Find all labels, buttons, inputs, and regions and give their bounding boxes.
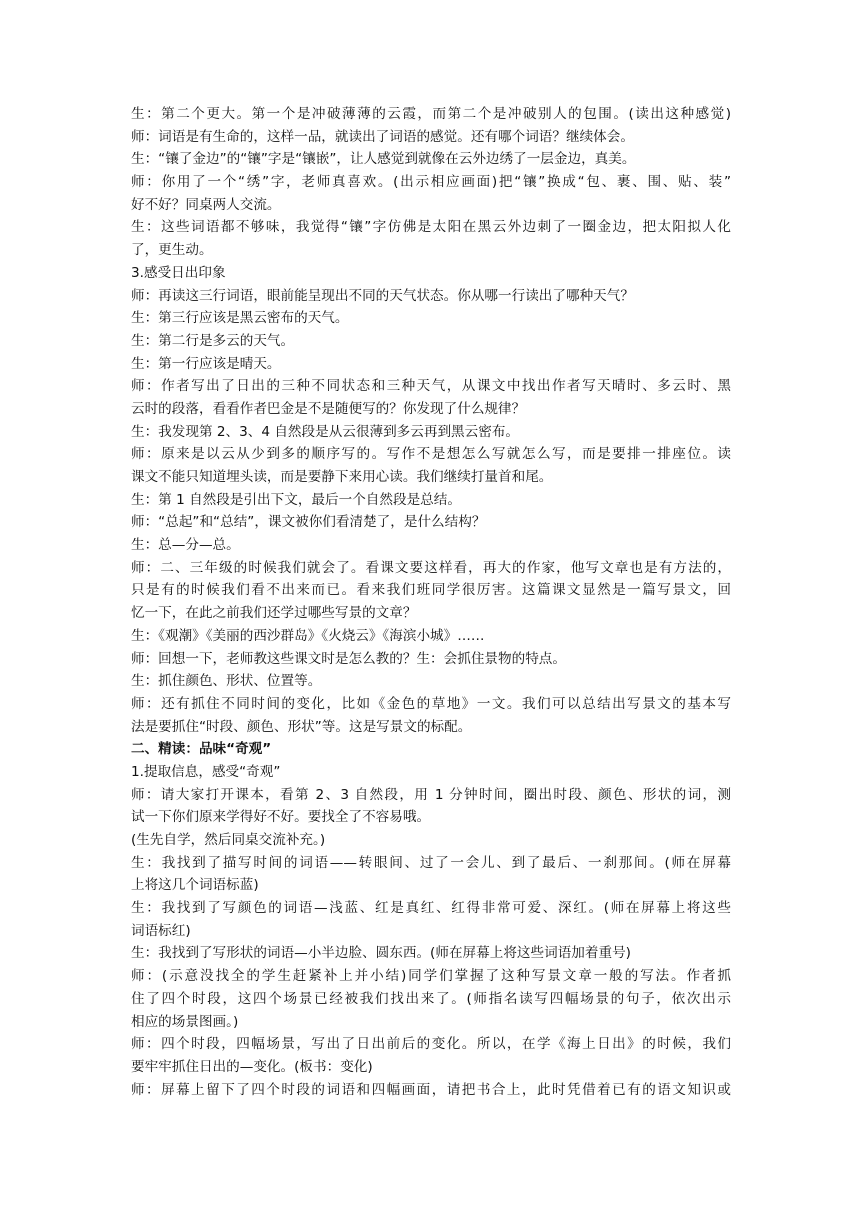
text-line: 法是要抓住“时段、颜色、形状”等。这是写景文的标配。 xyxy=(131,718,472,735)
text-line: 生：《观潮》《美丽的西沙群岛》《火烧云》《海滨小城》…… xyxy=(131,627,485,644)
text-line: 课文不能只知道埋头读，而是要静下来用心读。我们继续打量首和尾。 xyxy=(131,469,553,485)
text-line: 师：二、三年级的时候我们就会了。看课文要这样看，再大的作家，他写文章也是有方法的， xyxy=(131,559,731,576)
text-line: 好不好？同桌两人交流。 xyxy=(131,196,281,213)
text-line: 生：总—分—总。 xyxy=(131,537,240,554)
text-line: 相应的场景图画。) xyxy=(131,1013,239,1030)
section-heading: 二、精读：品味“奇观” xyxy=(131,741,272,758)
text-line: 词语标红) xyxy=(131,922,191,939)
text-line: 师：请大家打开课本，看第 2、3 自然段，用 1 分钟时间，圈出时段、颜色、形状的词，测 xyxy=(131,786,731,803)
text-line: 生：“镶了金边”的“镶”字是“镶嵌”，让人感觉到就像在云外边绣了一层金边，真美。 xyxy=(131,151,636,168)
text-line: 生：第二行是多云的天气。 xyxy=(131,332,295,349)
text-line: 师：原来是以云从少到多的顺序写的。写作不是想怎么写就怎么写，而是要排一排座位。读 xyxy=(131,446,731,463)
text-line: 住了四个时段，这四个场景已经被我们找出来了。(师指名读写四幅场景的句子，依次出示 xyxy=(131,990,731,1007)
text-line: 3.感受日出印象 xyxy=(131,264,226,281)
text-line: 师：(示意没找全的学生赶紧补上并小结)同学们掌握了这种写景文章一般的写法。作者抓 xyxy=(131,968,731,985)
text-line: 师：你用了一个“绣”字，老师真喜欢。(出示相应画面)把“镶”换成“包、裹、围、贴、装” xyxy=(131,174,731,191)
text-line: 生：我找到了写形状的词语—小半边脸、圆东西。(师在屏幕上将这些词语加着重号) xyxy=(131,945,631,962)
text-line: 试一下你们原来学得好不好。要找全了不容易哦。 xyxy=(131,809,431,826)
text-line: 忆一下，在此之前我们还学过哪些写景的文章？ xyxy=(131,605,417,622)
text-line: 生：我发现第 2、3、4 自然段是从云很薄到多云再到黑云密布。 xyxy=(131,423,520,440)
text-line: 只是有的时候我们看不出来而已。看来我们班同学很厉害。这篇课文显然是一篇写景文，回 xyxy=(131,582,731,599)
text-line: 师：作者写出了日出的三种不同状态和三种天气，从课文中找出作者写天晴时、多云时、黑 xyxy=(131,378,731,395)
text-line: 生：我找到了写颜色的词语—浅蓝、红是真红、红得非常可爱、深红。(师在屏幕上将这些 xyxy=(131,900,731,917)
text-line: 1.提取信息，感受“奇观” xyxy=(131,763,281,780)
text-line: 上将这几个词语标蓝) xyxy=(131,877,259,894)
text-line: 师：“总起”和“总结”，课文被你们看清楚了，是什么结构？ xyxy=(131,514,486,531)
text-line: 师：屏幕上留下了四个时段的词语和四幅画面，请把书合上，此时凭借着已有的语文知识或 xyxy=(131,1081,731,1098)
text-line: 云时的段落，看看作者巴金是不是随便写的？你发现了什么规律？ xyxy=(131,400,526,417)
text-line: 生：抓住颜色、形状、位置等。 xyxy=(131,673,322,690)
document-body xyxy=(131,103,731,1101)
text-line: 了，更生动。 xyxy=(131,242,213,259)
text-line: 师：词语是有生命的，这样一品，就读出了词语的感觉。还有哪个词语？继续体会。 xyxy=(131,128,634,145)
text-line: 师：四个时段，四幅场景，写出了日出前后的变化。所以，在学《海上日出》的时候，我们 xyxy=(131,1036,731,1053)
text-line: 师：还有抓住不同时间的变化，比如《金色的草地》一文。我们可以总结出写景文的基本写 xyxy=(131,695,731,712)
text-line: 要牢牢抓住日出的—变化。(板书：变化) xyxy=(131,1058,373,1075)
text-line: (生先自学，然后同桌交流补充。) xyxy=(131,832,326,848)
text-line: 生：第一行应该是晴天。 xyxy=(131,355,281,372)
text-line: 生：这些词语都不够味，我觉得“镶”字仿佛是太阳在黑云外边刺了一圈金边，把太阳拟人化 xyxy=(131,219,731,236)
text-line: 生：我找到了描写时间的词语——转眼间、过了一会儿、到了最后、一刹那间。(师在屏幕 xyxy=(131,854,731,871)
text-line: 生：第 1 自然段是引出下文，最后一个自然段是总结。 xyxy=(131,491,461,508)
text-line: 师：再读这三行词语，眼前能呈现出不同的天气状态。你从哪一行读出了哪种天气？ xyxy=(131,287,634,304)
text-line: 生：第二个更大。第一个是冲破薄薄的云霞，而第二个是冲破别人的包围。(读出这种感觉) xyxy=(131,106,731,122)
text-line: 生：第三行应该是黑云密布的天气。 xyxy=(131,310,349,327)
text-line: 师：回想一下，老师教这些课文时是怎么教的？生：会抓住景物的特点。 xyxy=(131,650,566,667)
